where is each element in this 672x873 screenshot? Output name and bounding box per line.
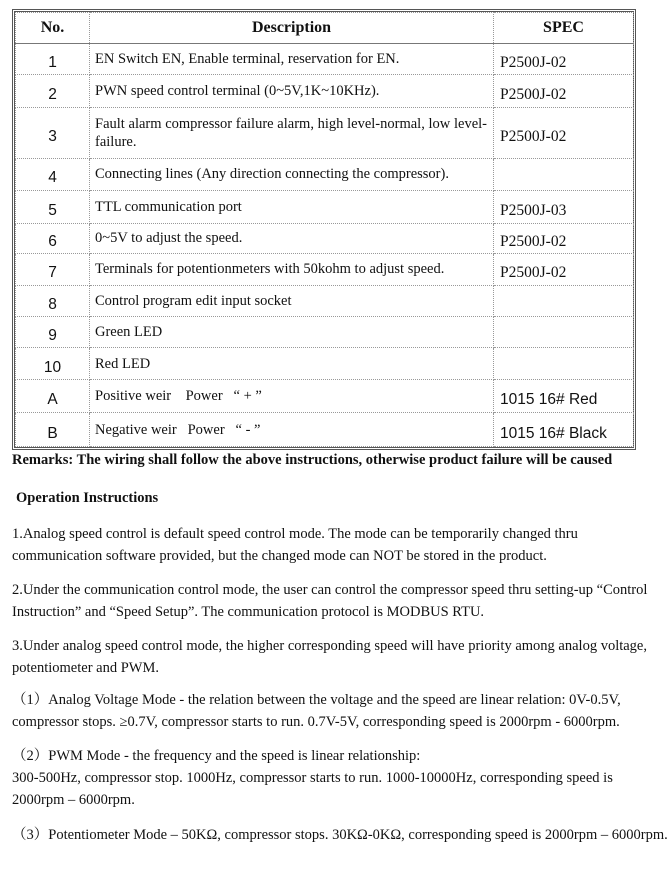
table-row xyxy=(16,158,634,190)
table-row xyxy=(16,316,634,347)
row-spec: P2500J-02 xyxy=(494,75,634,107)
row-number: 10 xyxy=(16,348,90,379)
row-number: 2 xyxy=(16,75,90,107)
instruction-paragraph xyxy=(12,745,668,811)
row-spec xyxy=(494,158,634,190)
table-header-row xyxy=(16,13,634,44)
row-spec: P2500J-02 xyxy=(494,107,634,158)
instruction-paragraph: （3）Potentiometer Mode – 50KΩ, compressor stops. 30KΩ-0KΩ, corresponding speed is 2000rpm – 6000rpm. xyxy=(12,827,668,843)
row-description: Positive weir Power “ + ” xyxy=(90,379,494,412)
row-spec: P2500J-02 xyxy=(494,254,634,285)
row-spec: P2500J-03 xyxy=(494,191,634,223)
remarks-note: Remarks: The wiring shall follow the above instructions, otherwise product failure will be caused xyxy=(12,452,613,468)
header-spec: SPEC xyxy=(494,13,634,44)
table-row xyxy=(16,75,634,107)
table-row xyxy=(16,413,634,447)
row-description: TTL communication port xyxy=(90,191,494,223)
row-spec xyxy=(494,285,634,316)
pwm-mode-detail: 300-500Hz, compressor stop. 1000Hz, compressor starts to run. 1000-10000Hz, corresponding speed is 2000rpm – 6000rpm. xyxy=(12,770,613,808)
row-number: 3 xyxy=(16,107,90,158)
table-row xyxy=(16,379,634,412)
row-number: 9 xyxy=(16,316,90,347)
row-description: Fault alarm compressor failure alarm, high level-normal, low level-failure. xyxy=(90,107,494,158)
row-description: EN Switch EN, Enable terminal, reservation for EN. xyxy=(90,44,494,75)
spec-table-frame xyxy=(12,9,636,450)
row-spec: P2500J-02 xyxy=(494,223,634,253)
spec-table xyxy=(15,12,634,447)
table-row xyxy=(16,223,634,253)
instruction-paragraph: 1.Analog speed control is default speed control mode. The mode can be temporarily changed thru communication software provided, but the changed mode can NOT be stored in the product. xyxy=(12,526,578,564)
header-description: Description xyxy=(90,13,494,44)
row-spec: P2500J-02 xyxy=(494,44,634,75)
row-spec xyxy=(494,316,634,347)
row-number: A xyxy=(16,379,90,412)
row-spec: 1015 16# Red xyxy=(494,379,634,412)
row-number: 5 xyxy=(16,191,90,223)
row-description: Connecting lines (Any direction connecting the compressor). xyxy=(90,158,494,190)
row-description: Red LED xyxy=(90,348,494,379)
row-number: B xyxy=(16,413,90,447)
row-number: 7 xyxy=(16,254,90,285)
table-row xyxy=(16,191,634,223)
table-row xyxy=(16,107,634,158)
row-number: 6 xyxy=(16,223,90,253)
row-number: 8 xyxy=(16,285,90,316)
row-number: 1 xyxy=(16,44,90,75)
instruction-paragraph: 2.Under the communication control mode, the user can control the compressor speed thru setting-up “Control Instruction” and “Speed Setup”. The communication protocol is MODBUS RTU. xyxy=(12,582,648,620)
table-row xyxy=(16,285,634,316)
pwm-mode-heading: （2）PWM Mode - the frequency and the speed is linear relationship: xyxy=(12,748,421,764)
instruction-paragraph: 3.Under analog speed control mode, the higher corresponding speed will have priority among analog voltage, potentiometer and PWM. xyxy=(12,638,647,676)
row-spec: 1015 16# Black xyxy=(494,413,634,447)
header-no: No. xyxy=(16,13,90,44)
table-row xyxy=(16,254,634,285)
table-row xyxy=(16,348,634,379)
row-description: Terminals for potentionmeters with 50kohm to adjust speed. xyxy=(90,254,494,285)
row-number: 4 xyxy=(16,158,90,190)
row-description: 0~5V to adjust the speed. xyxy=(90,223,494,253)
instruction-paragraph: （1）Analog Voltage Mode - the relation between the voltage and the speed are linear relation: 0V-0.5V, compressor stops. ≥0.7V, compressor starts to run. 0.7V-5V, corresponding speed is 2000rpm - 6000rpm. xyxy=(12,692,621,730)
row-description: Negative weir Power “ - ” xyxy=(90,413,494,447)
table-row xyxy=(16,44,634,75)
operation-instructions-title: Operation Instructions xyxy=(16,490,159,506)
row-description: Control program edit input socket xyxy=(90,285,494,316)
row-description: PWN speed control terminal (0~5V,1K~10KHz). xyxy=(90,75,494,107)
row-spec xyxy=(494,348,634,379)
row-description: Green LED xyxy=(90,316,494,347)
